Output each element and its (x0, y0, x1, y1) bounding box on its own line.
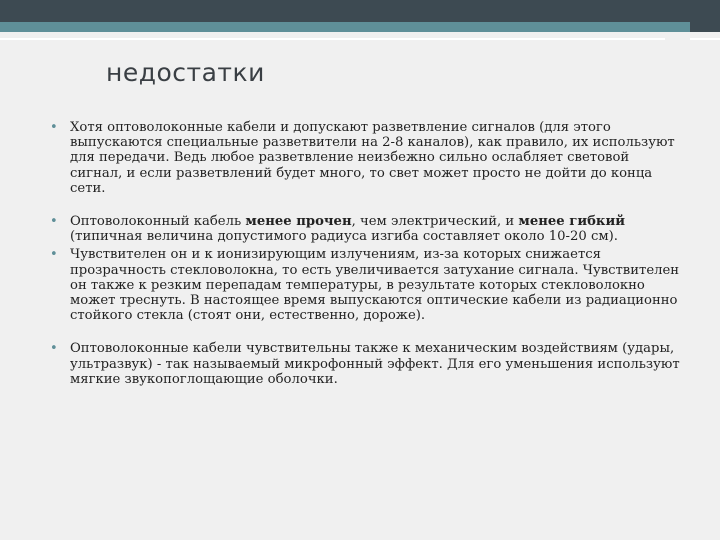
header-band-teal (0, 22, 720, 32)
slide-title: недостатки (106, 58, 265, 87)
bullet-text-part: Оптоволоконный кабель (70, 214, 246, 230)
header-rule-right (690, 38, 720, 40)
bullet-marker: • (50, 214, 58, 230)
bullet-text: Хотя оптоволоконные кабели и допускают разветвление сигналов (для этого выпускаются специальные разветвители на 2-8 каналов), как правило, их используют для передачи. Ведь любое разветвление неизбежно сильно ослабляет световой сигнал, и если разветвлений будет много, то свет может просто не дойти до конца сети. (70, 120, 675, 196)
bullet-item (50, 214, 680, 244)
bullet-text: Чувствителен он и к ионизирующим излучениям, из-за которых снижается прозрачность стекловолокна, то есть увеличивается затухание сигнала. Чувствителен он также к резким перепадам температуры, в результате которых стекловолокно может треснуть. В настоящее время выпускаются оптические кабели из радиационно стойкого стекла (стоят они, естественно, дороже). (70, 247, 680, 324)
bullet-bold-text: менее гибкий (518, 214, 626, 230)
header-rule (0, 38, 665, 40)
bullet-marker: • (50, 247, 58, 263)
header-band-dark (0, 0, 720, 22)
bullet-bold-text: менее прочен (245, 214, 352, 230)
bullet-item (50, 341, 680, 387)
bullet-item (50, 247, 680, 323)
bullet-item (50, 120, 680, 196)
bullet-text-part: (типичная величина допустимого радиуса изгиба составляет около 10-20 см). (70, 229, 618, 245)
header-corner-block (690, 0, 720, 32)
bullet-text: Оптоволоконные кабели чувствительны также к механическим воздействиям (удары, ультразвук) - так называемый микрофонный эффект. Для его уменьшения используют мягкие звукопоглощающие оболочки. (70, 341, 680, 387)
bullet-marker: • (50, 341, 58, 357)
bullet-marker: • (50, 120, 58, 135)
bullet-text-part: , чем электрический, и (351, 214, 519, 230)
bullet-list (50, 120, 680, 387)
